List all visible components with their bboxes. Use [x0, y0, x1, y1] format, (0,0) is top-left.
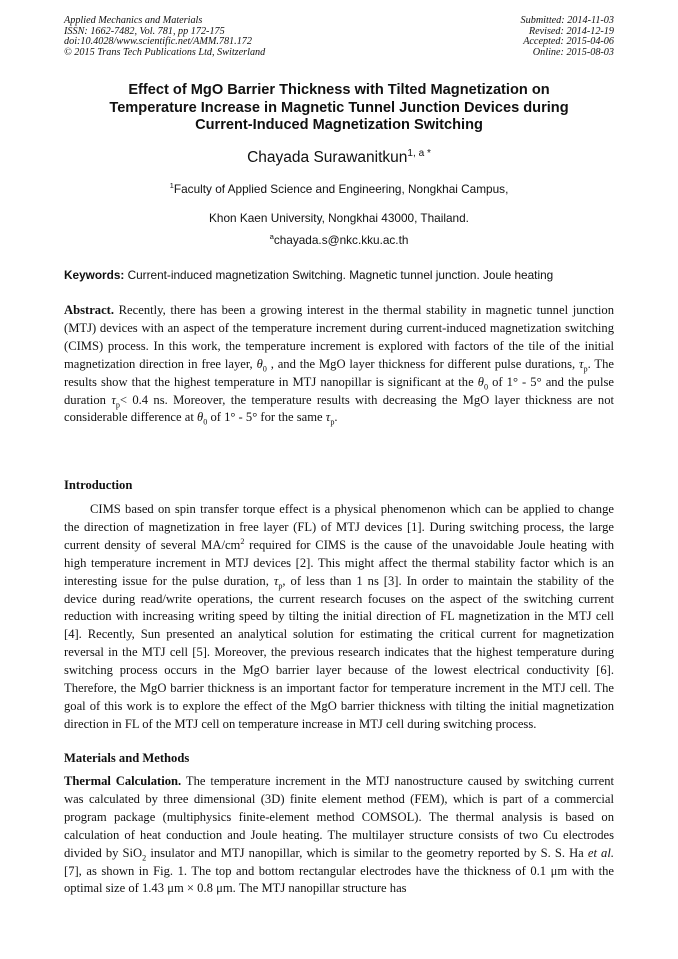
- date-accepted: Accepted: 2015-04-06: [523, 36, 614, 48]
- email-mark: a: [269, 232, 274, 242]
- abstract-text: Recently, there has been a growing interest in the thermal stability in magnetic tunnel junction (MTJ) devices with an aspect of the temperature increment during current-induced magnetization switching (CIMS) process. In this work, the temperature increment is explored with factors of the tile of the initial magnetization direction in free layer,: [64, 303, 614, 371]
- affiliation-line-2: Khon Kaen University, Nongkhai 43000, Thailand.: [209, 211, 469, 225]
- author: [0, 148, 678, 167]
- title-line: Effect of MgO Barrier Thickness with Tilted Magnetization on: [128, 82, 550, 98]
- paper-title: [60, 82, 618, 135]
- unit: μm: [216, 881, 233, 896]
- tau-subscript: p: [330, 417, 335, 427]
- methods-text: The temperature increment in the MTJ nanostructure caused by switching current was calculated by three dimensional (3D) finite element method (FEM), which is part of a commercial program package (multiphysics finite-element method COMSOL). The thermal analysis is based on calculation of heat conduction and Joule heating. The multilayer structure consists of two Cu electrodes divided by SiO: [64, 774, 614, 860]
- unit: μm: [167, 881, 184, 896]
- methods-text: . The MTJ nanopillar structure has: [232, 881, 407, 896]
- tau-subscript: p: [115, 400, 120, 410]
- theta-subscript: 0: [483, 382, 489, 392]
- et-al: et al.: [587, 845, 614, 860]
- author-name: Chayada Surawanitkun: [247, 149, 408, 166]
- date-revised: Revised: 2014-12-19: [528, 25, 614, 37]
- journal-issn: ISSN: 1662-7482, Vol. 781, pp 172-175: [64, 25, 225, 37]
- methods-text: 0.8: [197, 881, 213, 896]
- publication-dates: [521, 16, 614, 58]
- introduction-paragraph: [64, 501, 614, 734]
- intro-text: required for CIMS is the cause of the unavoidable Joule heating with high temperature increment in MTJ devices [2]. This might affect the thermal stability factor which is an interesting issue for the pulse duration,: [64, 537, 614, 588]
- methods-paragraph: [64, 773, 614, 898]
- theta-symbol: θ: [256, 356, 263, 371]
- journal-name: Applied Mechanics and Materials: [64, 15, 203, 26]
- introduction-heading: Introduction: [64, 478, 133, 492]
- journal-copyright: © 2015 Trans Tech Publications Ltd, Switzerland: [64, 46, 266, 58]
- thermal-calculation-label: Thermal Calculation.: [64, 774, 182, 788]
- abstract-label: Abstract.: [64, 303, 115, 317]
- times-symbol: ×: [186, 881, 195, 896]
- title-line: Temperature Increase in Magnetic Tunnel Junction Devices during: [109, 99, 569, 116]
- keywords-label: Keywords:: [64, 268, 125, 282]
- keywords: [64, 268, 616, 282]
- superscript: 2: [240, 536, 245, 546]
- tau-subscript: p: [278, 581, 283, 591]
- tau-symbol: τ: [273, 573, 279, 588]
- abstract-text: . The results show that the highest temperature in MTJ nanopillar is significant at the: [64, 356, 614, 389]
- abstract-text: , and the MgO layer thickness for different pulse durations,: [270, 356, 576, 371]
- title-line: Current-Induced Magnetization Switching: [195, 117, 483, 134]
- affiliation-line-1: [0, 182, 678, 196]
- methods-heading: Materials and Methods: [64, 751, 190, 765]
- methods-text: with the optimal size of 1.43: [64, 863, 614, 896]
- author-email: [0, 233, 678, 247]
- abstract-text: < 0.4 ns. Moreover, the temperature results with decreasing the MgO layer thickness are not considerable difference at: [64, 392, 614, 425]
- subscript: 2: [142, 853, 147, 863]
- abstract: [64, 302, 614, 427]
- methods-text: insulator and MTJ nanopillar, which is similar to the geometry reported by S. S. Ha: [146, 845, 584, 860]
- theta-symbol: θ: [197, 410, 204, 425]
- affiliation-text: Faculty of Applied Science and Engineering, Nongkhai Campus,: [173, 182, 509, 196]
- tau-symbol: τ: [579, 356, 584, 371]
- journal-info: [64, 16, 265, 58]
- abstract-text: of 1° - 5° and the pulse duration: [64, 374, 614, 407]
- keywords-text: Current-induced magnetization Switching. Magnetic tunnel junction. Joule heating: [127, 268, 554, 282]
- journal-doi: doi:10.4028/www.scientific.net/AMM.781.172: [64, 36, 252, 48]
- theta-symbol: θ: [477, 374, 484, 389]
- tau-symbol: τ: [111, 392, 116, 407]
- date-online: Online: 2015-08-03: [532, 46, 614, 58]
- intro-text: CIMS based on spin transfer torque effect is a physical phenomenon which can be applied to change the direction of magnetization in free layer (FL) of MTJ devices [1]. During switching process, the large current density of several MA/cm: [64, 502, 614, 552]
- methods-text: [7], as shown in Fig. 1. The top and bottom rectangular electrodes have the thickness of 0.1: [64, 863, 547, 878]
- affiliation-mark: 1: [169, 181, 174, 191]
- abstract-text: .: [334, 410, 338, 425]
- tau-symbol: τ: [325, 410, 331, 425]
- theta-subscript: 0: [262, 364, 267, 374]
- author-marks: 1, a *: [407, 147, 431, 159]
- abstract-text: of 1° - 5° for the same: [210, 410, 323, 425]
- tau-subscript: p: [583, 364, 588, 374]
- intro-text: , of less than 1 ns [3]. In order to maintain the stability of the device during read/write operations, the current research focuses on the aspect of the switching current reduction with increasing writing speed by tilting the initial direction of FL magnetization in the MTJ cell [4]. Recently, Sun presented an analytical solution for estimating the critical current for magnetization reversal in the MTJ cell [5]. Moreover, the previous research indicates that the highest temperature during switching process occurs in the MgO barrier layer because of the lowest electrical conductivity [6]. Therefore, the MgO barrier thickness is an important factor for temperature increment in the MTJ cell. The goal of this work is to explore the effect of the MgO barrier thickness with tilting the initial magnetization direction in FL of the MTJ cell on temperature increase in MTJ cell during switching process.: [64, 573, 614, 731]
- unit: μm: [550, 863, 568, 878]
- date-submitted: Submitted: 2014-11-03: [520, 15, 614, 26]
- theta-subscript: 0: [203, 417, 208, 427]
- email-text: chayada.s@nkc.kku.ac.th: [273, 233, 409, 247]
